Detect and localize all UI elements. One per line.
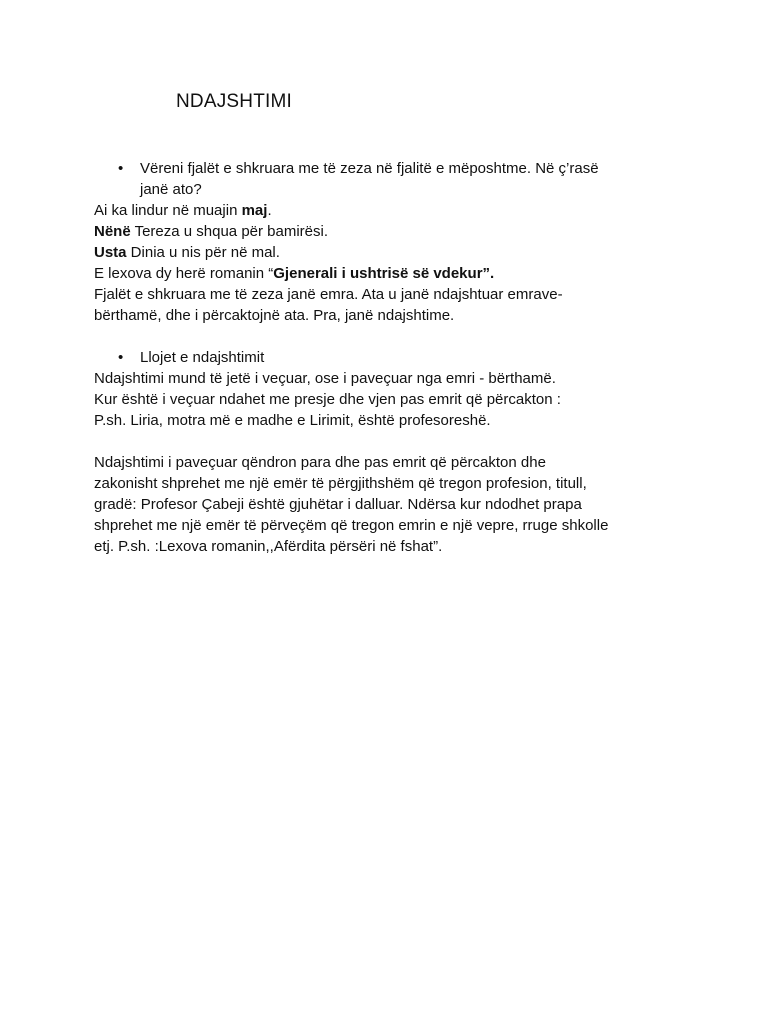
paragraph-line-2: zakonisht shprehet me një emër të përgjithshëm që tregon profesion, titull, — [94, 475, 587, 492]
example-text: Dinia u nis për në mal. — [126, 244, 280, 261]
explanation-line-1: Fjalët e shkruara me të zeza janë emra. Ata u janë ndajshtuar emrave- — [94, 286, 563, 303]
question-line-2: janë ato? — [140, 181, 202, 198]
bullet-icon: • — [118, 349, 124, 366]
example-sentence-3 — [94, 242, 734, 263]
example-text: Ai ka lindur në muajin — [94, 202, 242, 219]
types-heading: Llojet e ndajshtimit — [140, 349, 265, 366]
example-text: Tereza u shqua për bamirësi. — [130, 223, 329, 240]
paragraph-line-1: Ndajshtimi i paveçuar qëndron para dhe pas emrit që përcakton dhe — [94, 454, 546, 471]
types-line-2: Kur është i veçuar ndahet me presje dhe vjen pas emrit që përcakton : — [94, 391, 561, 408]
example-text: E lexova dy herë romanin “ — [94, 265, 274, 282]
question-line-1: Vëreni fjalët e shkruara me të zeza në fjalitë e mëposhtme. Në ç’rasë — [140, 160, 599, 177]
example-bold-word: Nënë — [94, 223, 131, 240]
page-title: NDAJSHTIMI — [176, 91, 292, 112]
paragraph-spacer — [94, 431, 734, 452]
types-line-3: P.sh. Liria, motra më e madhe e Lirimit, është profesoreshë. — [94, 412, 491, 429]
bullet-item-types — [94, 347, 734, 368]
explanation-line-2: bërthamë, dhe i përcaktojnë ata. Pra, janë ndajshtime. — [94, 307, 455, 324]
paragraph-line-5: etj. P.sh. :Lexova romanin,,Afërdita përsëri në fshat”. — [94, 538, 443, 555]
paragraph-spacer — [94, 326, 734, 347]
paragraph-line-4: shprehet me një emër të përveçëm që tregon emrin e një vepre, rruge shkolle — [94, 517, 609, 534]
example-sentence-2 — [94, 221, 734, 242]
paragraph-line-3: gradë: Profesor Çabeji është gjuhëtar i dalluar. Ndërsa kur ndodhet prapa — [94, 496, 582, 513]
example-bold-word: Gjenerali i ushtrisë së vdekur”. — [273, 265, 495, 282]
example-bold-word: maj — [241, 202, 268, 219]
example-text: . — [267, 202, 272, 219]
document-body — [94, 158, 734, 557]
bullet-icon: • — [118, 160, 124, 177]
types-line-1: Ndajshtimi mund të jetë i veçuar, ose i paveçuar nga emri - bërthamë. — [94, 370, 556, 387]
example-sentence-1 — [94, 200, 734, 221]
example-sentence-4 — [94, 263, 734, 284]
bullet-item-question — [94, 158, 734, 200]
example-bold-word: Usta — [94, 244, 127, 261]
